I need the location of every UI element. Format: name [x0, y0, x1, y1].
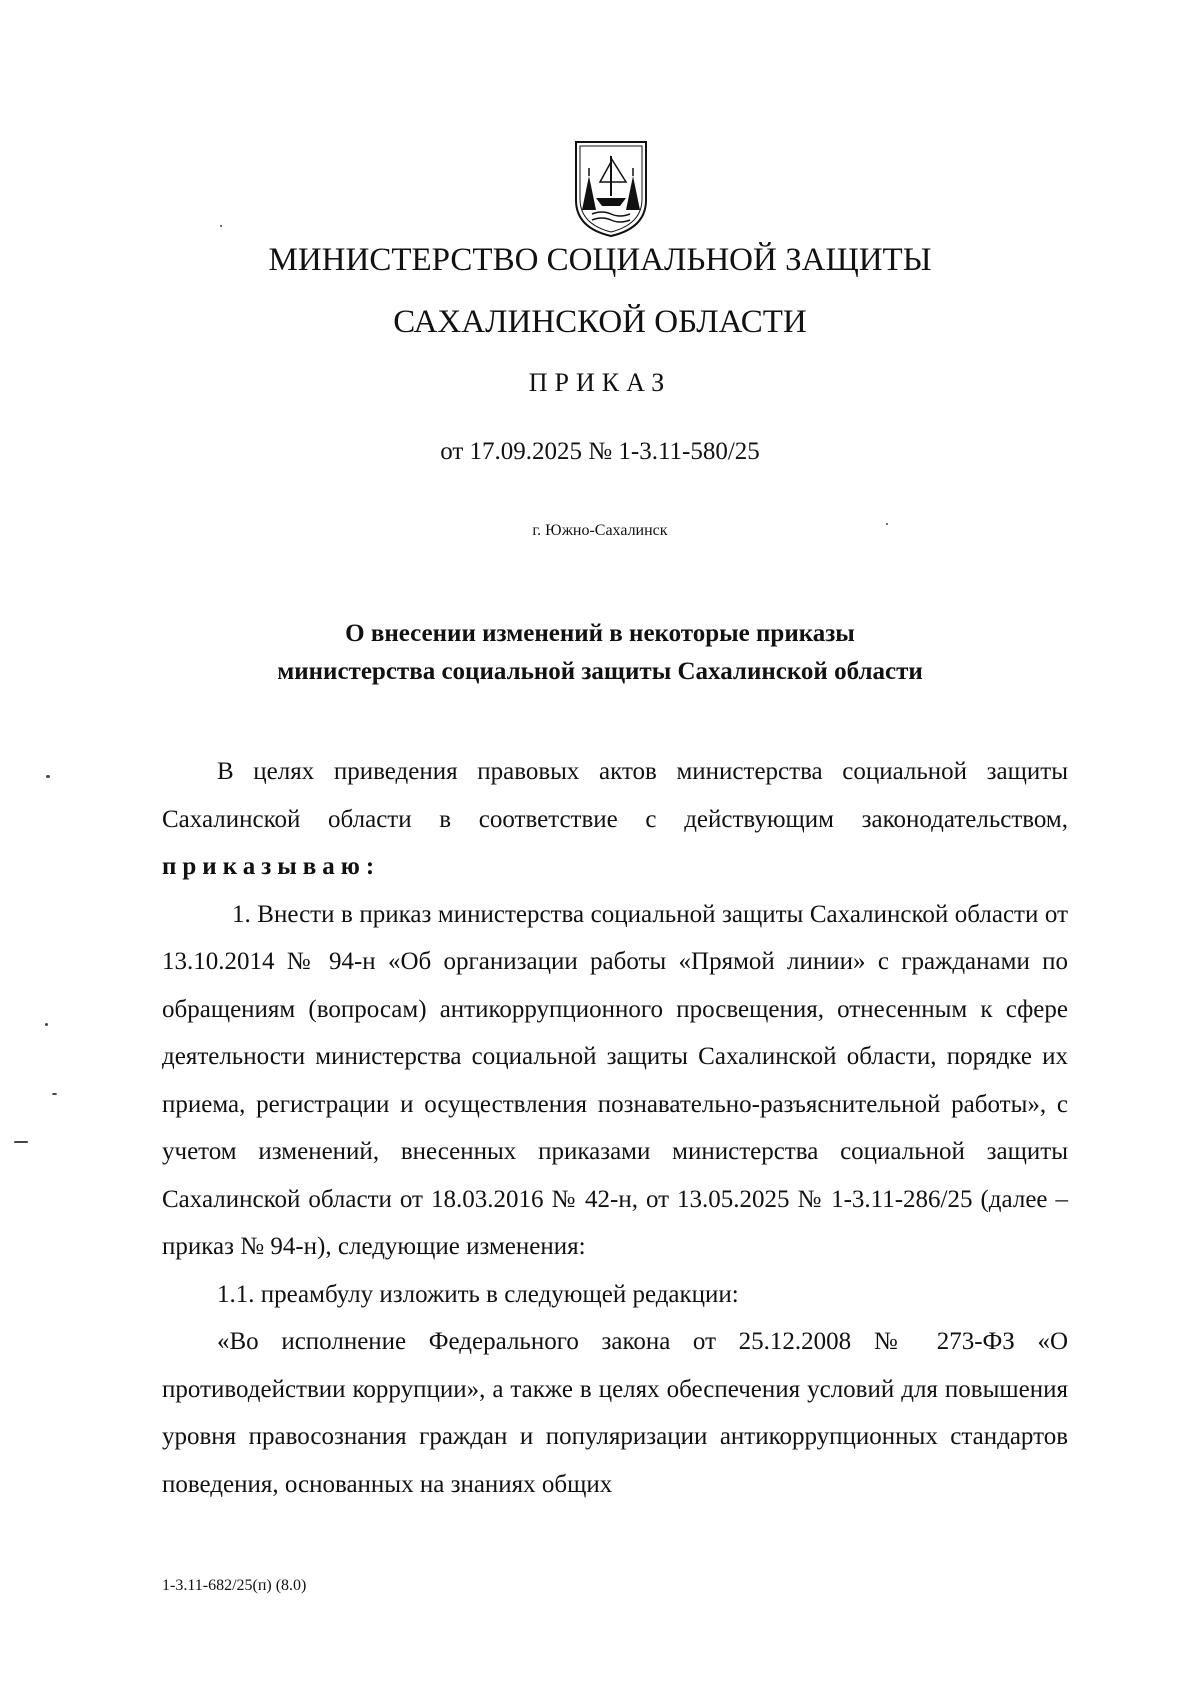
sakhalin-coat-of-arms-icon — [570, 138, 652, 238]
scan-speck — [45, 1023, 48, 1026]
order-word: приказываю: — [162, 853, 381, 880]
scan-speck — [886, 523, 888, 525]
scan-speck — [52, 1093, 57, 1095]
quote-paragraph: «Во исполнение Федерального закона от 25.12.2008 № 273-ФЗ «О противодействии коррупции», а также в целях обеспечения условий для повышения уровня правосознания граждан и популяризации антикоррупционных стандартов поведения, основанных на знаниях общих — [162, 1328, 1068, 1498]
item-1-1-paragraph: 1.1. преамбулу изложить в следующей редакции: — [217, 1280, 739, 1308]
ministry-name-line2: САХАЛИНСКОЙ ОБЛАСТИ — [393, 304, 807, 340]
intro-paragraph — [162, 748, 1068, 891]
intro-text: В целях приведения правовых актов министерства социальной защиты Сахалинской области в соответствие с действующим законодательством, — [162, 758, 1068, 833]
document-title-line2: министерства социальной защиты Сахалинской области — [277, 658, 923, 685]
ministry-name-line1: МИНИСТЕРСТВО СОЦИАЛЬНОЙ ЗАЩИТЫ — [268, 242, 932, 278]
scan-speck — [46, 775, 50, 778]
document-city: г. Южно-Сахалинск — [532, 522, 668, 539]
document-body — [162, 748, 1068, 1508]
document-number: от 17.09.2025 № 1-3.11-580/25 — [440, 438, 760, 465]
scan-speck — [220, 225, 222, 227]
document-title-line1: О внесении изменений в некоторые приказы — [345, 620, 855, 647]
item-1-paragraph: 1. Внести в приказ министерства социальной защиты Сахалинской области от 13.10.2014 № 94-н «Об организации работы «Прямой линии» с гражданами по обращениям (вопросам) антикоррупционного просвещения, отнесенным к сфере деятельности министерства социальной защиты Сахалинской области, порядке их приема, регистрации и осуществления познавательно-разъяснительной работы», с учетом изменений, внесенных приказами министерства социальной защиты Сахалинской области от 18.03.2016 № 42-н, от 13.05.2025 № 1-3.11-286/25 (далее – приказ № 94-н), следующие изменения: — [162, 900, 1068, 1260]
document-type: ПРИКАЗ — [528, 368, 672, 397]
scan-speck — [14, 1141, 28, 1143]
footer-document-code: 1-3.11-682/25(п) (8.0) — [162, 1577, 307, 1594]
